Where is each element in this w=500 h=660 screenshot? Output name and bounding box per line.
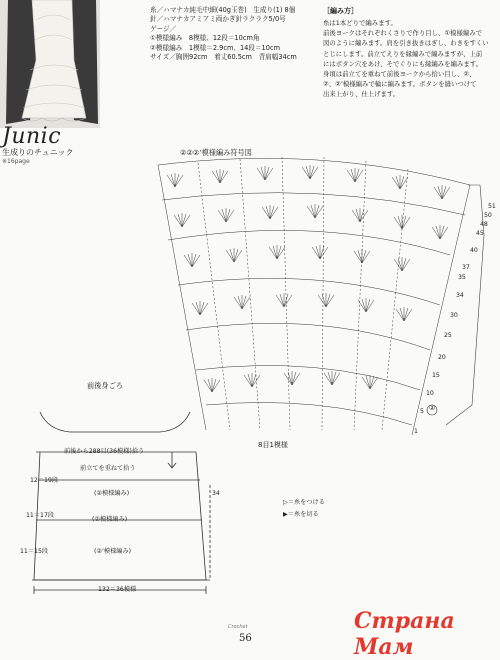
row-number: 48 xyxy=(480,221,488,228)
legend-text: ＝糸をつける xyxy=(287,499,325,506)
materials-line: 糸／ハマナカ純毛中細(40g玉巻) 生成り(1) 8個 xyxy=(150,6,296,14)
pickup-note: 前後から288目(36模様)拾う xyxy=(64,448,145,455)
tunic-photo xyxy=(0,0,100,128)
legend-cut xyxy=(283,509,319,518)
materials-line: サイズ／胸囲92cm 着丈60.5cm 背肩幅34cm xyxy=(150,53,297,62)
attach-yarn-icon: ▷ xyxy=(283,499,288,506)
row-number: 50 xyxy=(484,212,492,219)
row-number: 15 xyxy=(432,372,440,379)
materials-line: ①模様編み 8模様、12段＝10cm角 xyxy=(150,34,260,43)
row-number: 40 xyxy=(470,247,478,254)
page-number: 56 xyxy=(239,633,252,644)
method-line: 出来上がり、仕上げます。 xyxy=(323,90,400,99)
row-number: 20 xyxy=(438,354,446,361)
materials-line: ②模様編み 1模様＝2.9cm、14段＝10cm xyxy=(150,43,281,52)
row-number: 35 xyxy=(458,274,466,281)
method-line: 図のように編みます。肩を引き抜きはぎし、わきをすくい xyxy=(323,39,489,48)
method-line: にはボタン穴をあけ、そでぐりにも縁編みを編みます。 xyxy=(323,59,482,68)
schematic-label: 前後身ごろ xyxy=(87,381,123,390)
legend-text: ＝糸を切る xyxy=(287,511,319,518)
method-block xyxy=(323,18,498,100)
row-number: 51 xyxy=(488,203,496,210)
schematic-rows: 11＝17段 xyxy=(26,512,55,519)
bottom-width: 132＝36模様 xyxy=(98,586,137,593)
schematic-pattern: (②模様編み) xyxy=(94,490,130,497)
watermark: Страна Мам xyxy=(354,608,455,660)
chart-center-label: 8目1模様 xyxy=(258,441,288,449)
side-mark: ② xyxy=(429,404,436,412)
schematic-rows: 11＝15段 xyxy=(20,548,49,555)
method-line: 前後ヨークはそれぞれくさりで作り目し、①模様編みで xyxy=(323,29,483,38)
cut-yarn-icon: ▶ xyxy=(283,511,288,518)
method-heading: ［編み方］ xyxy=(323,7,358,15)
row-number: 37 xyxy=(462,264,470,271)
chart-title: ②②②’模様編み符号図 xyxy=(180,148,252,157)
schematic-rows: 12＝19段 xyxy=(30,477,59,484)
row-number: 10 xyxy=(426,390,434,397)
materials-line: ゲージ／ xyxy=(150,24,177,33)
row-number: 30 xyxy=(450,312,458,319)
legend-attach xyxy=(283,497,325,506)
subtitle: 生成りのチュニック xyxy=(2,148,74,157)
method-line: とじにします。前立てえりを縁編みで編みますが、上前 xyxy=(323,49,483,58)
materials-block xyxy=(150,6,328,62)
overlap-note: 前立てを重ねて拾う xyxy=(80,465,136,472)
method-line: 糸は1本どりで編みます。 xyxy=(323,19,397,27)
row-number: 25 xyxy=(444,332,452,339)
row-number: 45 xyxy=(476,230,484,237)
crochet-caption: Crochet xyxy=(228,624,248,630)
row-number: 34 xyxy=(456,292,464,299)
method-line: ②、②’模様編みで輪に編みます。ボタンを縫いつけて xyxy=(323,80,477,89)
schematic-pattern: (②模様編み) xyxy=(92,516,128,523)
row-number: 5 xyxy=(420,408,424,415)
title-script: Junic xyxy=(2,124,62,149)
page-reference: ※16page xyxy=(2,158,30,165)
schematic-pattern: (②’模様編み) xyxy=(94,548,132,555)
materials-line: 針／ハマナカアミアミ両かぎ針ラクラク5/0号 xyxy=(150,15,286,24)
method-line: 身頃は前立てを重ねて前後ヨークから拾い目し、②、 xyxy=(323,70,476,79)
row-number: 1 xyxy=(414,428,418,435)
side-value: 34 xyxy=(212,490,220,497)
